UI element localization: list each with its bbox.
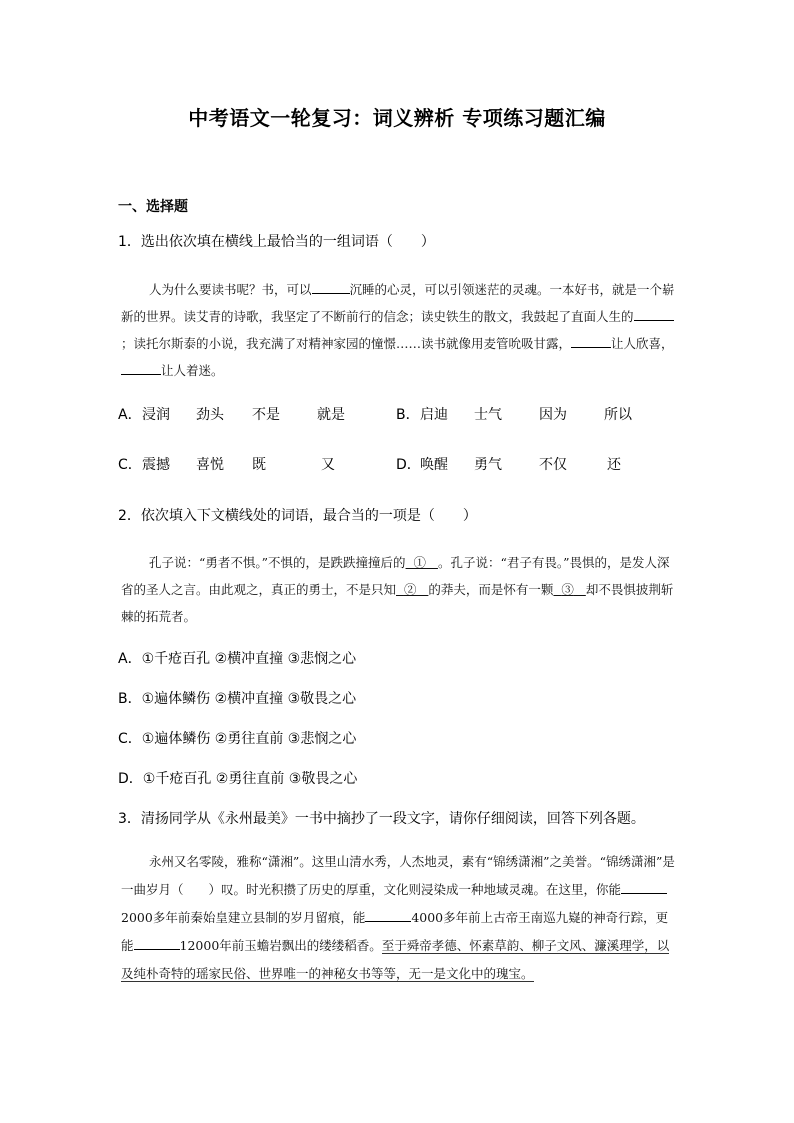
option-d-word-3: 不仅 xyxy=(539,457,567,473)
option-a-word-1: 浸润 xyxy=(142,407,170,423)
question-2-passage: 孔子说：“勇者不惧。”不惧的，是跌跌撞撞后的 ① 。孔子说：“君子有畏。”畏惧的，是发人深省的圣人之言。由此观之，真正的勇士，不是只知 ② 的莽夫，而是怀有一颗 ③ 却不畏惧披荆斩棘的拓荒者。 xyxy=(121,555,674,624)
option-b-word-2: 士气 xyxy=(474,407,502,423)
question-2-stem: 2．依次填入下文横线处的词语，最合当的一项是（ ） xyxy=(118,508,477,524)
question-3-stem: 3．清扬同学从《永州最美》一书中摘抄了一段文字，请你仔细阅读，回答下列各题。 xyxy=(118,811,645,827)
answer-blank xyxy=(121,360,161,375)
answer-blank xyxy=(365,907,411,922)
underlined-sentence: 至于舜帝孝德、怀素草韵、柳子文风、濂溪理学，以及纯朴奇特的瑶家民俗、世界唯一的神秘女书等等，无一是文化中的瑰宝。 xyxy=(121,938,670,981)
option-a-word-2: 劲头 xyxy=(196,407,224,423)
option-c-word-3: 既 xyxy=(252,457,266,473)
option-a-word-3: 不是 xyxy=(252,407,280,423)
question-2-option-a: A．①千疮百孔 ②横冲直撞 ③悲悯之心 xyxy=(118,651,357,667)
option-b-word-3: 因为 xyxy=(539,407,567,423)
answer-blank xyxy=(134,935,180,950)
option-b-word-4: 所以 xyxy=(604,407,632,423)
question-1-stem: 1．选出依次填在横线上最恰当的一组词语（ ） xyxy=(118,234,435,250)
option-d-word-2: 勇气 xyxy=(474,457,502,473)
page-title: 中考语文一轮复习：词义辨析 专项练习题汇编 xyxy=(188,106,606,130)
option-c-word-4: 又 xyxy=(321,457,335,473)
option-c-word-1: 震撼 xyxy=(142,457,170,473)
answer-blank-2: ② xyxy=(403,582,417,597)
option-a-letter: A． xyxy=(118,407,142,423)
option-a-word-4: 就是 xyxy=(317,407,345,423)
answer-blank xyxy=(312,279,350,294)
question-1-options-row-1 xyxy=(118,404,678,424)
question-3-passage: 永州又名零陵，雅称“潇湘”。这里山清水秀，人杰地灵，素有“锦绣潇湘”之美誉。“锦绣潇湘”是一曲岁月（ ）叹。时光积攒了历史的厚重，文化则浸染成一种地域灵魂。在这里，你能2000多年前秦始皇建立县制的岁月留痕，能 4000多年前上古帝王南巡九嶷的神奇行踪，更能 12000年前玉蟾岩飘出的缕缕稻香。至于舜帝孝德、怀素草韵、柳子文风、濂溪理学，以及纯朴奇特的瑶家民俗、世界唯一的神秘女书等等，无一是文化中的瑰宝。 xyxy=(121,854,675,981)
option-c-letter: C． xyxy=(118,457,142,473)
section-heading: 一、选择题 xyxy=(118,199,188,215)
answer-blank xyxy=(571,333,611,348)
answer-blank xyxy=(621,879,667,894)
option-d-letter: D． xyxy=(396,457,421,473)
answer-blank-3: ③ xyxy=(561,582,574,597)
question-1-options-row-2 xyxy=(118,454,678,474)
answer-blank-1: ① xyxy=(413,555,427,570)
option-c-word-2: 喜悦 xyxy=(196,457,224,473)
option-d-word-1: 唤醒 xyxy=(420,457,448,473)
answer-blank xyxy=(634,306,674,321)
question-1-passage: 人为什么要读书呢？书，可以 沉睡的心灵，可以引领迷茫的灵魂。一本好书，就是一个崭新的世界。读艾青的诗歌，我坚定了不断前行的信念；读史铁生的散文，我鼓起了直面人生的；读托尔斯泰的小说，我充满了对精神家园的憧憬……读书就像用麦管吮吸甘露， 让人欣喜，让人着迷。 xyxy=(121,276,677,384)
option-b-word-1: 启迪 xyxy=(420,407,448,423)
question-2-option-b: B．①遍体鳞伤 ②横冲直撞 ③敬畏之心 xyxy=(118,691,357,707)
option-d-word-4: 还 xyxy=(607,457,621,473)
option-b-letter: B． xyxy=(396,407,420,423)
question-2-option-c: C．①遍体鳞伤 ②勇往直前 ③悲悯之心 xyxy=(118,731,357,747)
question-2-option-d: D．①千疮百孔 ②勇往直前 ③敬畏之心 xyxy=(118,771,358,787)
